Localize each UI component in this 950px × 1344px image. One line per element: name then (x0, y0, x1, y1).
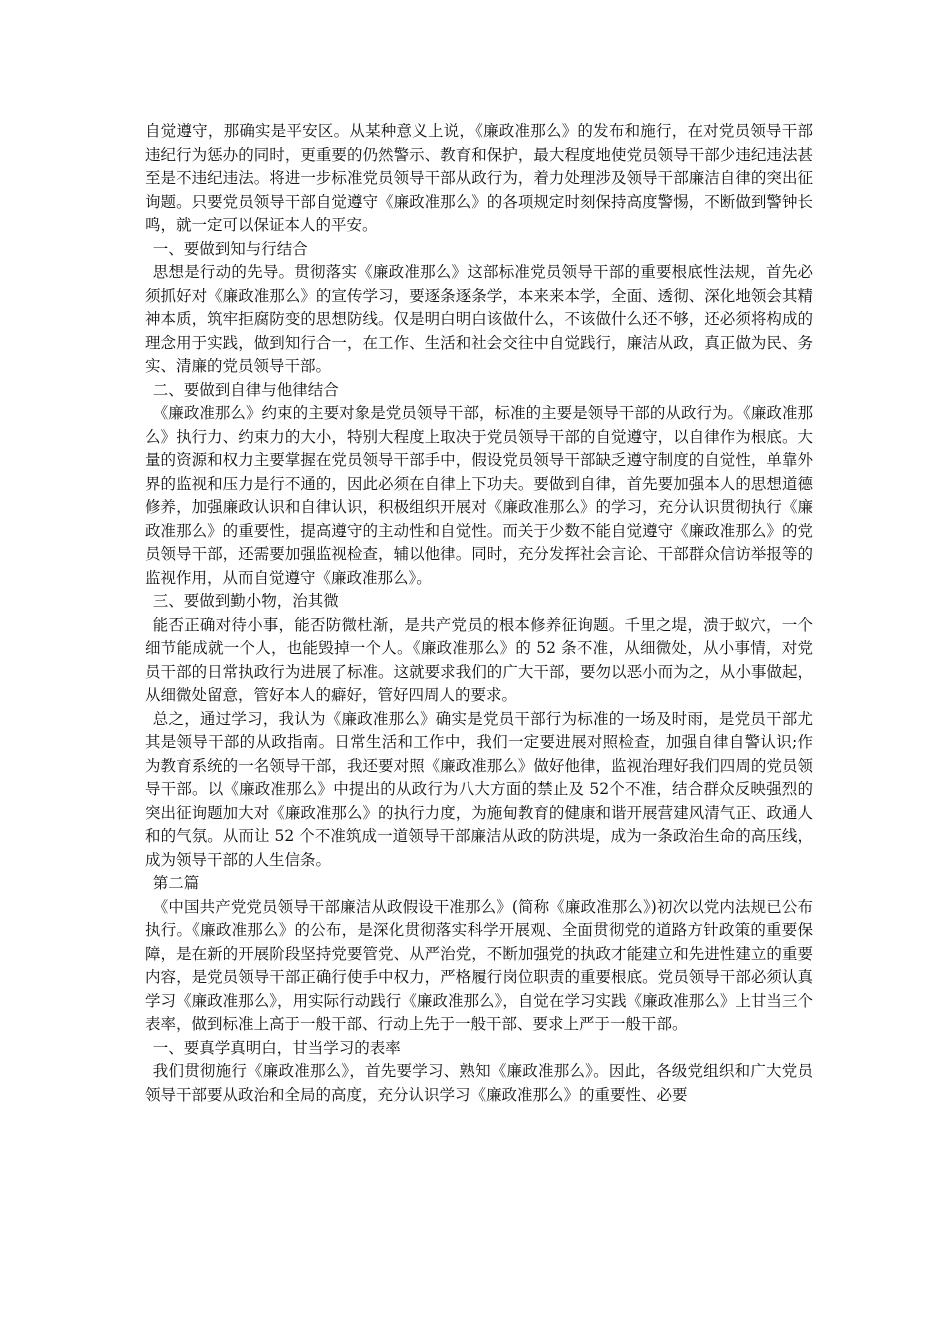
document-page (145, 120, 813, 1107)
section-heading-3: 三、要做到勤小物，治其微 (152, 592, 339, 610)
section-heading-1: 一、要做到知与行结合 (152, 239, 308, 258)
paragraph-summary: 总之，通过学习，我认为《廉政准那么》确实是党员干部行为标准的一场及时雨，是党员干部尤其是领导干部的从政指南。日常生活和工作中，我们一定要进展对照检查，加强自律自警认识;作为教育系统的一名领导干部，我还要对照《廉政准那么》做好他律，监视治理好我们四周的党员领导干部。以《廉政准那么》中提出的从政行为八大方面的禁止及 52个不准，结合群众反映强烈的突出征询题加大对《廉政准那么》的执行力度，为施甸教育的健康和谐开展营建风清气正、政通人和的气氛。从而让 52 个不准筑成一道领导干部廉洁从政的防洪堤，成为一条政治生命的高压线，成为领导干部的人生信条。 (145, 709, 813, 869)
part-two-section-heading-1: 一、要真学真明白，甘当学习的表率 (152, 1038, 401, 1057)
paragraph-intro: 自觉遵守，那确实是平安区。从某种意义上说，《廉政准那么》的发布和施行，在对党员领导干部违纪行为惩办的同时，更重要的仍然警示、教育和保护，最大程度地使党员领导干部少违纪违法甚至是不违纪违法。将进一步标准党员领导干部从政行为，着力处理涉及领导干部廉洁自律的突出征询题。只要党员领导干部自觉遵守《廉政准那么》的各项规定时刻保持高度警惕，不断做到警钟长鸣，就一定可以保证本人的平安。 (145, 122, 813, 234)
paragraph-small-matters: 能否正确对待小事，能否防微杜渐，是共产党员的根本修养征询题。千里之堤，溃于蚁穴，一个细节能成就一个人，也能毁掉一个人。《廉政准那么》的 52 条不准，从细微处，从小事情，对党员干部的日常执政行为进展了标准。这就要求我们的广大干部，要勿以恶小而为之，从小事做起，从细微处留意，管好本人的癖好，管好四周人的要求。 (145, 615, 813, 704)
paragraph-part-two-intro: 《中国共产党党员领导干部廉洁从政假设干准那么》(简称《廉政准那么》)初次以党内法规已公布执行。《廉政准那么》的公布，是深化贯彻落实科学开展观、全面贯彻党的道路方针政策的重要保障，是在新的开展阶段坚持党要管党、从严治党，不断加强党的执政才能建立和先进性建立的重要内容，是党员领导干部正确行使手中权力，严格履行岗位职责的重要根底。党员领导干部必须认真学习《廉政准那么》，用实际行动践行《廉政准那么》，自觉在学习实践《廉政准那么》上甘当三个表率，做到标准上高于一般干部、行动上先于一般干部、要求上严于一般干部。 (145, 897, 813, 1033)
paragraph-self-discipline: 《廉政准那么》约束的主要对象是党员领导干部，标准的主要是领导干部的从政行为。《廉政准那么》执行力、约束力的大小，特别大程度上取决于党员领导干部的自觉遵守，以自律作为根底。大量的资源和权力主要掌握在党员领导干部手中，假设党员领导干部缺乏遵守制度的自觉性，单靠外界的监视和压力是行不通的，因此必须在自律上下功夫。要做到自律，首先要加强本人的思想道德修养，加强廉政认识和自律认识，积极组织开展对《廉政准那么》的学习，充分认识贯彻执行《廉政准那么》的重要性，提高遵守的主动性和自觉性。而关于少数不能自觉遵守《廉政准那么》的党员领导干部，还需要加强监视检查，辅以他律。同时，充分发挥社会言论、干部群众信访举报等的监视作用，从而自觉遵守《廉政准那么》。 (145, 404, 813, 587)
paragraph-knowledge-action: 思想是行动的先导。贯彻落实《廉政准那么》这部标准党员领导干部的重要根底性法规，首先必须抓好对《廉政准那么》的宣传学习，要逐条逐条学，本来来本学，全面、透彻、深化地领会其精神本质，筑牢拒腐防变的思想防线。仅是明白明白该做什么，不该做什么还不够，还必须将构成的理念用于实践，做到知行合一，在工作、生活和社会交往中自觉践行，廉洁从政，真正做为民、务实、清廉的党员领导干部。 (145, 263, 813, 375)
paragraph-part-two-study: 我们贯彻施行《廉政准那么》，首先要学习、熟知《廉政准那么》。因此，各级党组织和广大党员领导干部要从政治和全局的高度，充分认识学习《廉政准那么》的重要性、必要 (145, 1062, 813, 1104)
part-two-heading: 第二篇 (152, 874, 200, 892)
section-heading-2: 二、要做到自律与他律结合 (152, 380, 339, 399)
